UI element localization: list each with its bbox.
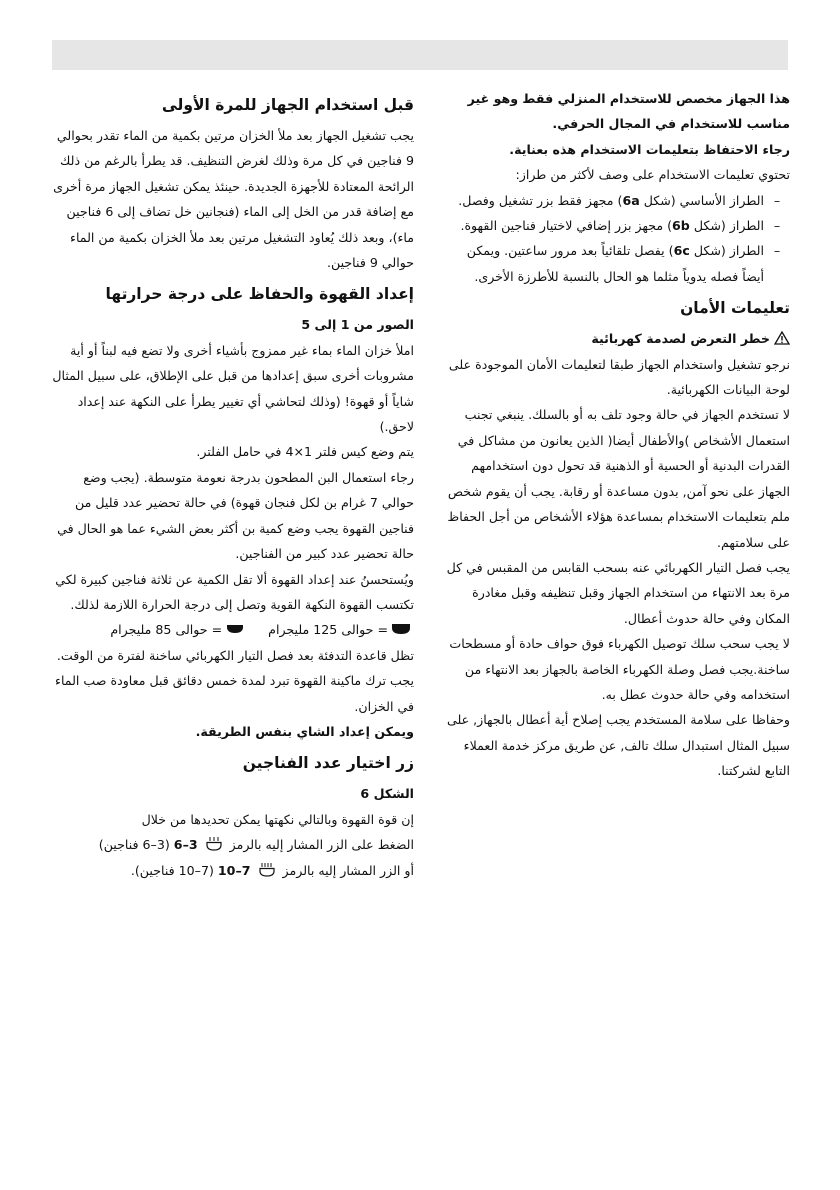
- prep-para: املأ خزان الماء بماء غير ممزوج بأشياء أخرى ولا تضع فيه لبناً أو أية مشروبات أخرى سبق إعدادها من قبل على الإطلاق، على سبيل المثال شاياً أو قهوة! (وذلك لتحاشي أي تغيير يطرأ على النكهة عند إعداد لاحق.): [52, 342, 414, 435]
- large-cup-icon: [391, 623, 411, 635]
- cups-figure: الشكل 6: [360, 786, 414, 802]
- cups-line: الضغط على الزر المشار إليه بالرمز 3–6 (3–6 فناجين): [98, 837, 414, 853]
- prep-figures: الصور من 1 إلى 5: [301, 317, 414, 333]
- prep-heading: إعداد القهوة والحفاظ على درجة حرارتها: [105, 285, 414, 304]
- cups-line: إن قوة القهوة وبالتالي نكهتها يمكن تحديدها من خلال: [141, 811, 414, 827]
- warning-triangle-icon: [774, 331, 790, 345]
- first-use-heading: قبل استخدام الجهاز للمرة الأولى: [161, 96, 414, 114]
- tea-text: ويمكن إعداد الشاي بنفس الطريقة.: [195, 723, 414, 739]
- model-bullet-6c: – الطراز (شكل 6c) يفصل تلقائياً بعد مرور ساعتين. ويمكن أيضاً فصله يدوياً مثلما هو الحال بالنسبة للأطرزة الأخرى.: [466, 243, 781, 284]
- prep-para: رجاء استعمال البن المطحون بدرجة نعومة متوسطة. (يجب وضع حوالي 7 غرام بن لكل فنجان قهوة) في حالة تحضير عدد قليل من فناجين القهوة يجب وضع كمية بن أكثر بعض الشيء عما هو الحال في حالة تحضير عدد كبير من الفناجين.: [57, 469, 414, 562]
- safety-heading: تعليمات الأمان: [680, 299, 790, 318]
- cups-line: أو الزر المشار إليه بالرمز 7–10 (7–10 فناجين).: [130, 862, 414, 878]
- prep-para: يتم وضع كيس فلتر 1×4 في حامل الفلتر.: [196, 444, 414, 460]
- intro-household-use: هذا الجهاز مخصص للاستخدام المنزلي فقط وهو غير مناسب للاستخدام في المجال الحرفي.: [467, 91, 790, 132]
- intro-keep-instructions: رجاء الاحتفاظ بتعليمات الاستخدام هذه بعناية.: [509, 141, 790, 157]
- model-bullet-6b: – الطراز (شكل 6b) مجهز بزر إضافي لاختيار فناجين القهوة.: [460, 218, 781, 234]
- left-column: [52, 86, 414, 883]
- cup-sizes-line: = حوالى 125 مليجرام = حوالى 85 مليجرام: [52, 617, 414, 642]
- safety-para: لا تستخدم الجهاز في حالة وجود تلف به أو بالسلك. ينبغي تجنب استعمال الأشخاص )والأطفال أيضا( الذين يعانون من مشاكل في القدرات البدنية أو الحسية أو الذهنية قد تحول دون استخدامهم الجهاز على نحو آمن, بدون مساعدة أو رقابة. يجب أن يقوم شخص ملم بتعليمات الاستخدام بمساعدة هؤلاء الأشخاص من أجل الحفاظ على سلامتهم.: [447, 407, 790, 550]
- cups-selector-heading: زر اختيار عدد الفناجين: [242, 754, 414, 773]
- model-bullet-6a: – الطراز الأساسي (شكل 6a) مجهز فقط بزر تشغيل وفصل.: [458, 192, 781, 208]
- safety-para: وحفاظا على سلامة المستخدم يجب إصلاح أية أعطال بالجهاز, على سبيل المثال استبدال سلك تالف, عن طريق مركز خدمة العملاء التابع لشركتنا.: [446, 712, 790, 779]
- warming-plate-text: تظل قاعدة التدفئة بعد فصل التيار الكهربائي ساخنة لفترة من الوقت. يجب ترك ماكينة القهوة تبرد لمدة خمس دقائق قبل معاودة صب الماء في الخزان.: [55, 647, 414, 714]
- prep-para: ويُستحسنُ عند إعداد القهوة ألا تقل الكمية عن ثلاثة فناجين كبيرة لكي تكتسب القهوة النكهة القوية وتصل إلى درجة الحرارة اللازمة لذلك.: [55, 571, 414, 612]
- first-use-text: يجب تشغيل الجهاز بعد ملأ الخزان مرتين بكمية من الماء تقدر بحوالي 9 فناجين في كل مرة وذلك لغرض التنظيف. قد يطرأ بالرغم من ذلك الرائحة المعتادة للأجهزة الجديدة. حينئذ يمكن تشغيل الجهاز مرة أخرى مع إضافة قدر من الخل إلى الماء (فنجانين خل تضاف إلى 6 فناجين ماء)، وبعد ذلك يُعاود التشغيل مرتين بعد ملأ الخزان بكمية من الماء حوالي 9 فناجين.: [53, 128, 414, 271]
- right-column: [444, 86, 790, 784]
- safety-para: يجب فصل التيار الكهربائي عنه بسحب القابس من المقبس في كل مرة بعد الانتهاء من استخدام الجهاز وقبل تنظيفه وقبل مغادرة المكان وفي حالة حدوث أعطال.: [446, 559, 790, 626]
- header-bar: [52, 40, 788, 70]
- danger-heading: خطر التعرض لصدمة كهربائية: [444, 326, 790, 351]
- intro-models: تحتوي تعليمات الاستخدام على وصف لأكثر من طراز:: [515, 167, 790, 183]
- steaming-cup-icon: [205, 836, 223, 851]
- safety-para: نرجو تشغيل واستخدام الجهاز طبقا لتعليمات الأمان الموجودة على لوحة البيانات الكهربائية.: [448, 356, 790, 398]
- safety-para: لا يجب سحب سلك توصيل الكهرباء فوق حواف حادة أو مسطحات ساخنة.يجب فصل وصلة الكهرباء الخاصة بالجهاز بعد الانتهاء من استخدامه وفي حالة حدوث عطل به.: [449, 636, 790, 702]
- small-cup-icon: [225, 623, 245, 635]
- steaming-cup-icon: [258, 862, 276, 877]
